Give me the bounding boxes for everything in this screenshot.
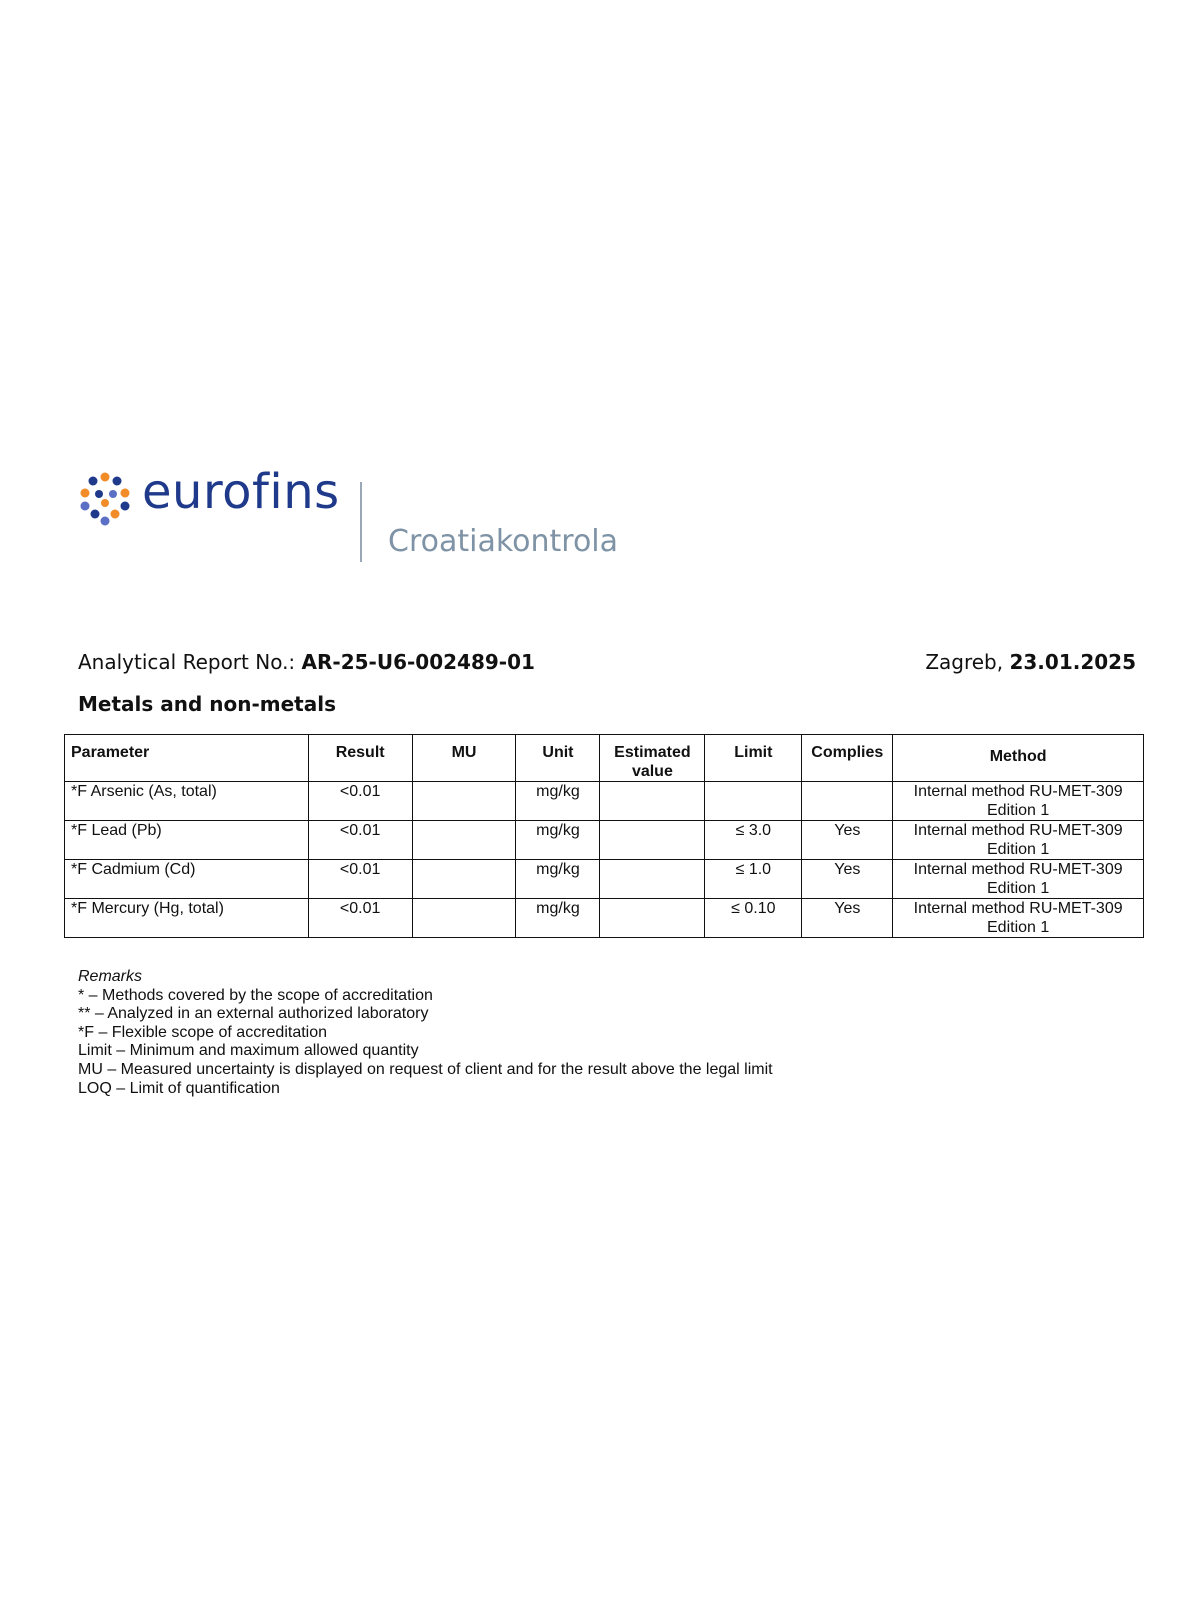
remarks bbox=[78, 968, 773, 1098]
cell-limit: ≤ 0.10 bbox=[705, 899, 802, 938]
report-number-line bbox=[78, 648, 535, 676]
cell-estimated bbox=[600, 821, 705, 860]
cell-method-line2: Edition 1 bbox=[987, 880, 1050, 897]
cell-unit: mg/kg bbox=[516, 860, 600, 899]
cell-method-line2: Edition 1 bbox=[987, 841, 1050, 858]
cell-result: <0.01 bbox=[308, 860, 412, 899]
cell-method bbox=[893, 782, 1144, 821]
cell-method-line1: Internal method RU-MET-309 bbox=[913, 783, 1123, 800]
cell-method-line1: Internal method RU-MET-309 bbox=[913, 900, 1123, 917]
header-estimated-value bbox=[600, 735, 705, 782]
cell-method-line2: Edition 1 bbox=[987, 919, 1050, 936]
header-mu: MU bbox=[412, 735, 516, 782]
cell-unit: mg/kg bbox=[516, 821, 600, 860]
header-estimated-line1: Estimated bbox=[614, 744, 691, 761]
remark-line: ** – Analyzed in an external authorized laboratory bbox=[78, 1005, 429, 1023]
logo-brand-text: eurofins bbox=[142, 464, 340, 520]
cell-unit: mg/kg bbox=[516, 899, 600, 938]
report-date-line bbox=[925, 648, 1136, 676]
cell-parameter: *F Mercury (Hg, total) bbox=[65, 899, 309, 938]
header-method: Method bbox=[893, 735, 1144, 782]
cell-mu bbox=[412, 821, 516, 860]
cell-limit: ≤ 1.0 bbox=[705, 860, 802, 899]
cell-estimated bbox=[600, 860, 705, 899]
cell-estimated bbox=[600, 899, 705, 938]
table-row bbox=[65, 860, 1144, 899]
cell-parameter: *F Arsenic (As, total) bbox=[65, 782, 309, 821]
cell-mu bbox=[412, 899, 516, 938]
section-title: Metals and non-metals bbox=[78, 692, 336, 716]
cell-unit: mg/kg bbox=[516, 782, 600, 821]
cell-mu bbox=[412, 782, 516, 821]
report-number: AR-25-U6-002489-01 bbox=[301, 650, 535, 674]
cell-complies: Yes bbox=[802, 821, 893, 860]
report-number-label: Analytical Report No.: bbox=[78, 650, 296, 674]
cell-complies: Yes bbox=[802, 860, 893, 899]
cell-complies bbox=[802, 782, 893, 821]
remark-line: * – Methods covered by the scope of accreditation bbox=[78, 986, 433, 1004]
header-limit: Limit bbox=[705, 735, 802, 782]
cell-method bbox=[893, 899, 1144, 938]
table-row bbox=[65, 782, 1144, 821]
cell-result: <0.01 bbox=[308, 782, 412, 821]
table-row bbox=[65, 899, 1144, 938]
remark-line: Limit – Minimum and maximum allowed quantity bbox=[78, 1042, 419, 1060]
header-estimated-line2: value bbox=[631, 763, 673, 780]
cell-method bbox=[893, 821, 1144, 860]
cell-result: <0.01 bbox=[308, 821, 412, 860]
cell-parameter: *F Lead (Pb) bbox=[65, 821, 309, 860]
remark-line: MU – Measured uncertainty is displayed on request of client and for the result above the legal limit bbox=[78, 1060, 773, 1078]
cell-limit: ≤ 3.0 bbox=[705, 821, 802, 860]
header-result: Result bbox=[308, 735, 412, 782]
header-parameter: Parameter bbox=[65, 735, 309, 782]
cell-limit bbox=[705, 782, 802, 821]
header-complies: Complies bbox=[802, 735, 893, 782]
cell-estimated bbox=[600, 782, 705, 821]
cell-mu bbox=[412, 860, 516, 899]
remark-line: *F – Flexible scope of accreditation bbox=[78, 1023, 328, 1041]
logo-subsidiary-text: Croatiakontrola bbox=[388, 524, 619, 559]
remark-line: LOQ – Limit of quantification bbox=[78, 1079, 280, 1097]
report-date: 23.01.2025 bbox=[1009, 650, 1136, 674]
cell-complies: Yes bbox=[802, 899, 893, 938]
cell-result: <0.01 bbox=[308, 899, 412, 938]
table-header-row bbox=[65, 735, 1144, 782]
header-unit: Unit bbox=[516, 735, 600, 782]
remarks-title: Remarks bbox=[78, 968, 143, 985]
cell-method-line1: Internal method RU-MET-309 bbox=[913, 822, 1123, 839]
cell-parameter: *F Cadmium (Cd) bbox=[65, 860, 309, 899]
eurofins-logo bbox=[78, 464, 638, 568]
logo-divider bbox=[360, 482, 362, 562]
cell-method bbox=[893, 860, 1144, 899]
cell-method-line1: Internal method RU-MET-309 bbox=[913, 861, 1123, 878]
eurofins-dots-icon bbox=[78, 472, 132, 526]
cell-method-line2: Edition 1 bbox=[987, 802, 1050, 819]
results-table bbox=[64, 734, 1144, 938]
report-place: Zagreb, bbox=[925, 650, 1004, 674]
table-row bbox=[65, 821, 1144, 860]
